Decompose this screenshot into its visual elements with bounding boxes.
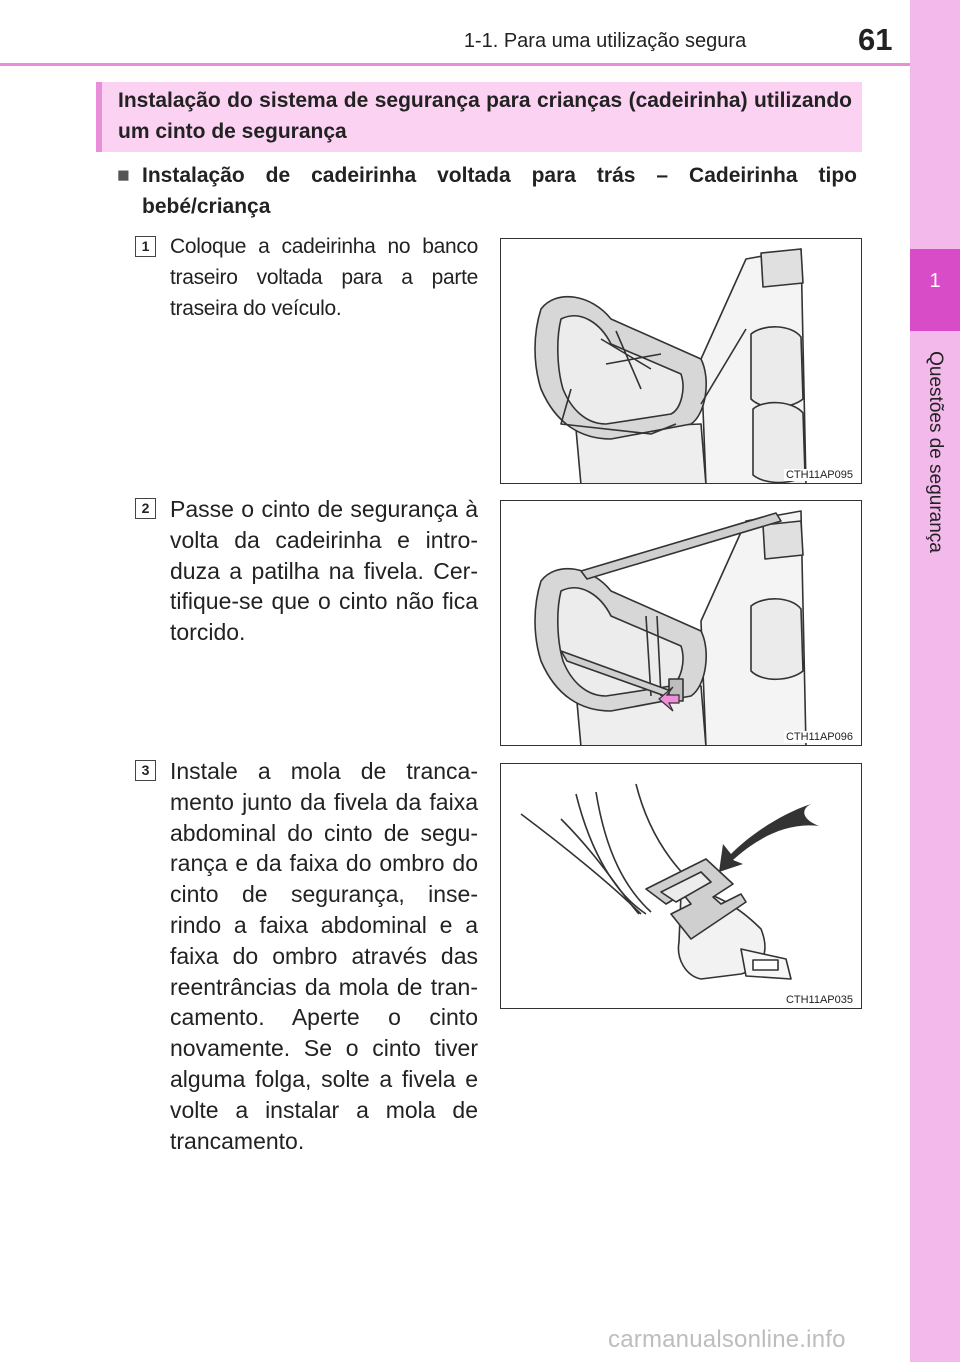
step-3-marker: 3 xyxy=(135,760,156,781)
subheading xyxy=(117,160,857,222)
watermark: carmanualsonline.info xyxy=(608,1326,846,1353)
square-bullet-icon: ■ xyxy=(117,164,130,187)
step-2-marker: 2 xyxy=(135,498,156,519)
chapter-number: 1 xyxy=(929,270,941,292)
chapter-side-tab xyxy=(910,0,960,1362)
subheading-text: Instalação de cadeirinha voltada para trás – Cadeirinha tipo bebé/criança xyxy=(142,164,857,218)
section-title-box xyxy=(96,82,862,152)
rear-facing-child-seat-illustration xyxy=(501,239,862,484)
black-arrow-icon xyxy=(719,804,819,872)
running-header-title: 1-1. Para uma utilização segura xyxy=(463,30,747,52)
chapter-title-vertical: Questões de segurança xyxy=(925,351,946,553)
step-3-text: Instale a mola de tranca-mento junto da fivela da faixa abdominal do cinto de segu-rança e da faixa do ombro do cinto de segurança, inse-rindo a faixa abdominal e a faixa do ombro através das reentrâncias da mola de tran-camento. Aperte o cinto novamente. Se o cinto tiver alguma folga, solte a fivela e volte a instalar a mola de trancamento. xyxy=(170,758,478,1154)
figure-step-3 xyxy=(500,763,862,1009)
figure-code: CTH11AP035 xyxy=(785,994,853,1006)
header-divider xyxy=(0,63,910,66)
locking-clip-illustration xyxy=(501,764,862,1009)
figure-step-1 xyxy=(500,238,862,484)
section-title: Instalação do sistema de segurança para crianças (cadeirinha) utilizando um cinto de segurança xyxy=(118,89,852,143)
figure-code: CTH11AP095 xyxy=(785,469,853,481)
figure-code: CTH11AP096 xyxy=(785,731,853,743)
step-1-marker: 1 xyxy=(135,236,156,257)
page-number: 61 xyxy=(858,22,893,57)
step-1-text: Coloque a cadeirinha no banco traseiro voltada para a parte traseira do veículo. xyxy=(170,235,478,320)
step-2-text: Passe o cinto de segurança à volta da cadeirinha e intro-duza a patilha na fivela. Cer-tifique-se que o cinto não fica torcido. xyxy=(170,496,478,646)
belt-routing-illustration xyxy=(501,501,862,746)
figure-step-2 xyxy=(500,500,862,746)
